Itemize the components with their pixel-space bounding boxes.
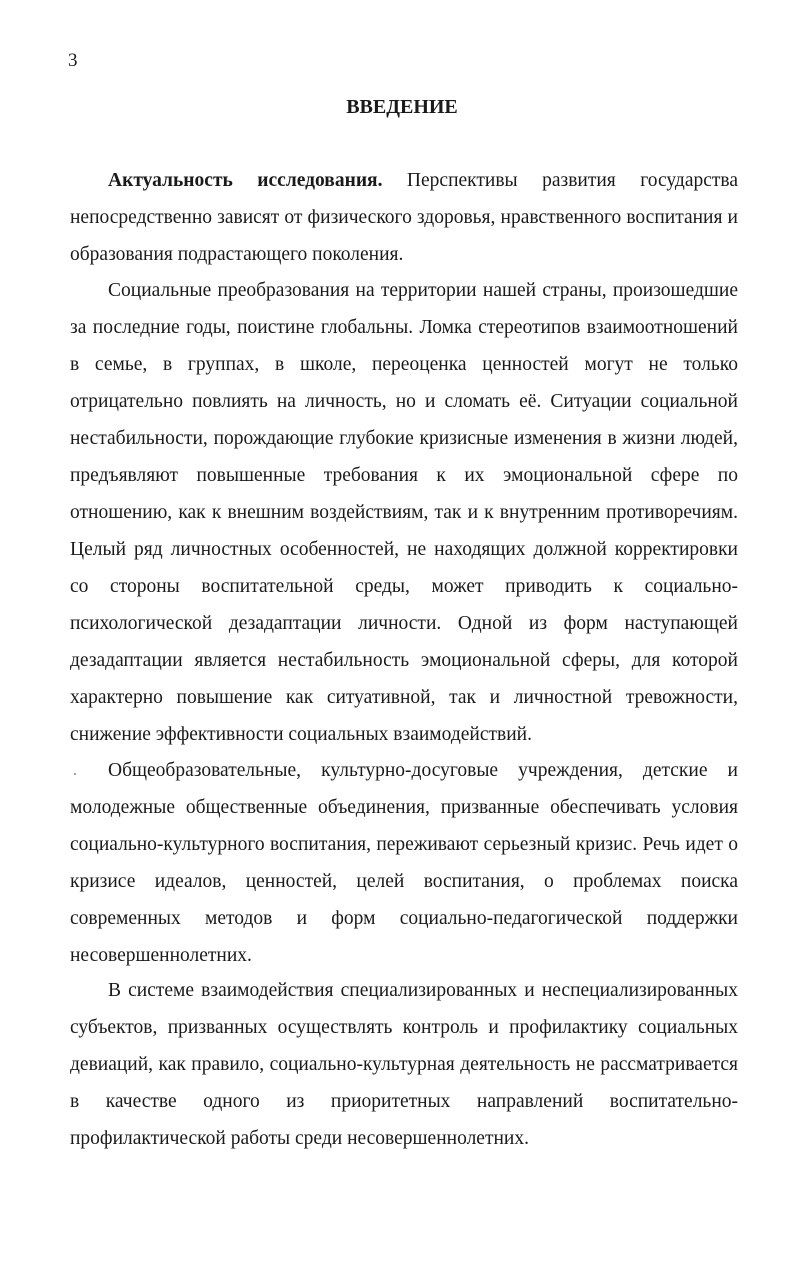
paragraph-text: Перспективы развития государства непосредственно зависят от физического здоровья, нравственного воспитания и образования подрастающего поколения. (70, 170, 739, 265)
paragraph-prevention: В системе взаимодействия специализированных и неспециализированных субъектов, призванных осуществлять контроль и профилактику социальных девиаций, как правило, социально-культурная деятельность не рассматривается в качестве одного из приоритетных направлений воспитательно-профилактической работы среди несовершеннолетних. (70, 980, 738, 1149)
page-title: ВВЕДЕНИЕ (346, 96, 458, 118)
page-number: 3 (68, 50, 78, 71)
paragraph-social-changes: Социальные преобразования на территории нашей страны, произошедшие за последние годы, поистине глобальны. Ломка стереотипов взаимоотношений в семье, в группах, в школе, переоценка ценностей могут не только отрицательно повлиять на личность, но и сломать её. Ситуации социальной нестабильности, порождающие глубокие кризисные изменения в жизни людей, предъявляют повышенные требования к их эмоциональной сфере по отношению, как к внешним воздействиям, так и к внутренним противоречиям. Целый ряд личностных особенностей, не находящих должной корректировки со стороны воспитательной среды, может приводить к социально-психологической дезадаптации личности. Одной из форм наступающей дезадаптации является нестабильность эмоциональной сферы, для которой характерно повышение как ситуативной, так и личностной тревожности, снижение эффективности социальных взаимодействий. (70, 280, 738, 745)
paragraph-relevance (70, 162, 738, 273)
paragraph-lead: Актуальность исследования. (108, 170, 383, 191)
paragraph-education-crisis: Общеобразовательные, культурно-досуговые учреждения, детские и молодежные общественные объединения, призванные обеспечивать условия социально-культурного воспитания, переживают серьезный кризис. Речь идет о кризисе идеалов, ценностей, целей воспитания, о проблемах поиска современных методов и форм социально-педагогической поддержки несовершеннолетних. (70, 760, 738, 966)
